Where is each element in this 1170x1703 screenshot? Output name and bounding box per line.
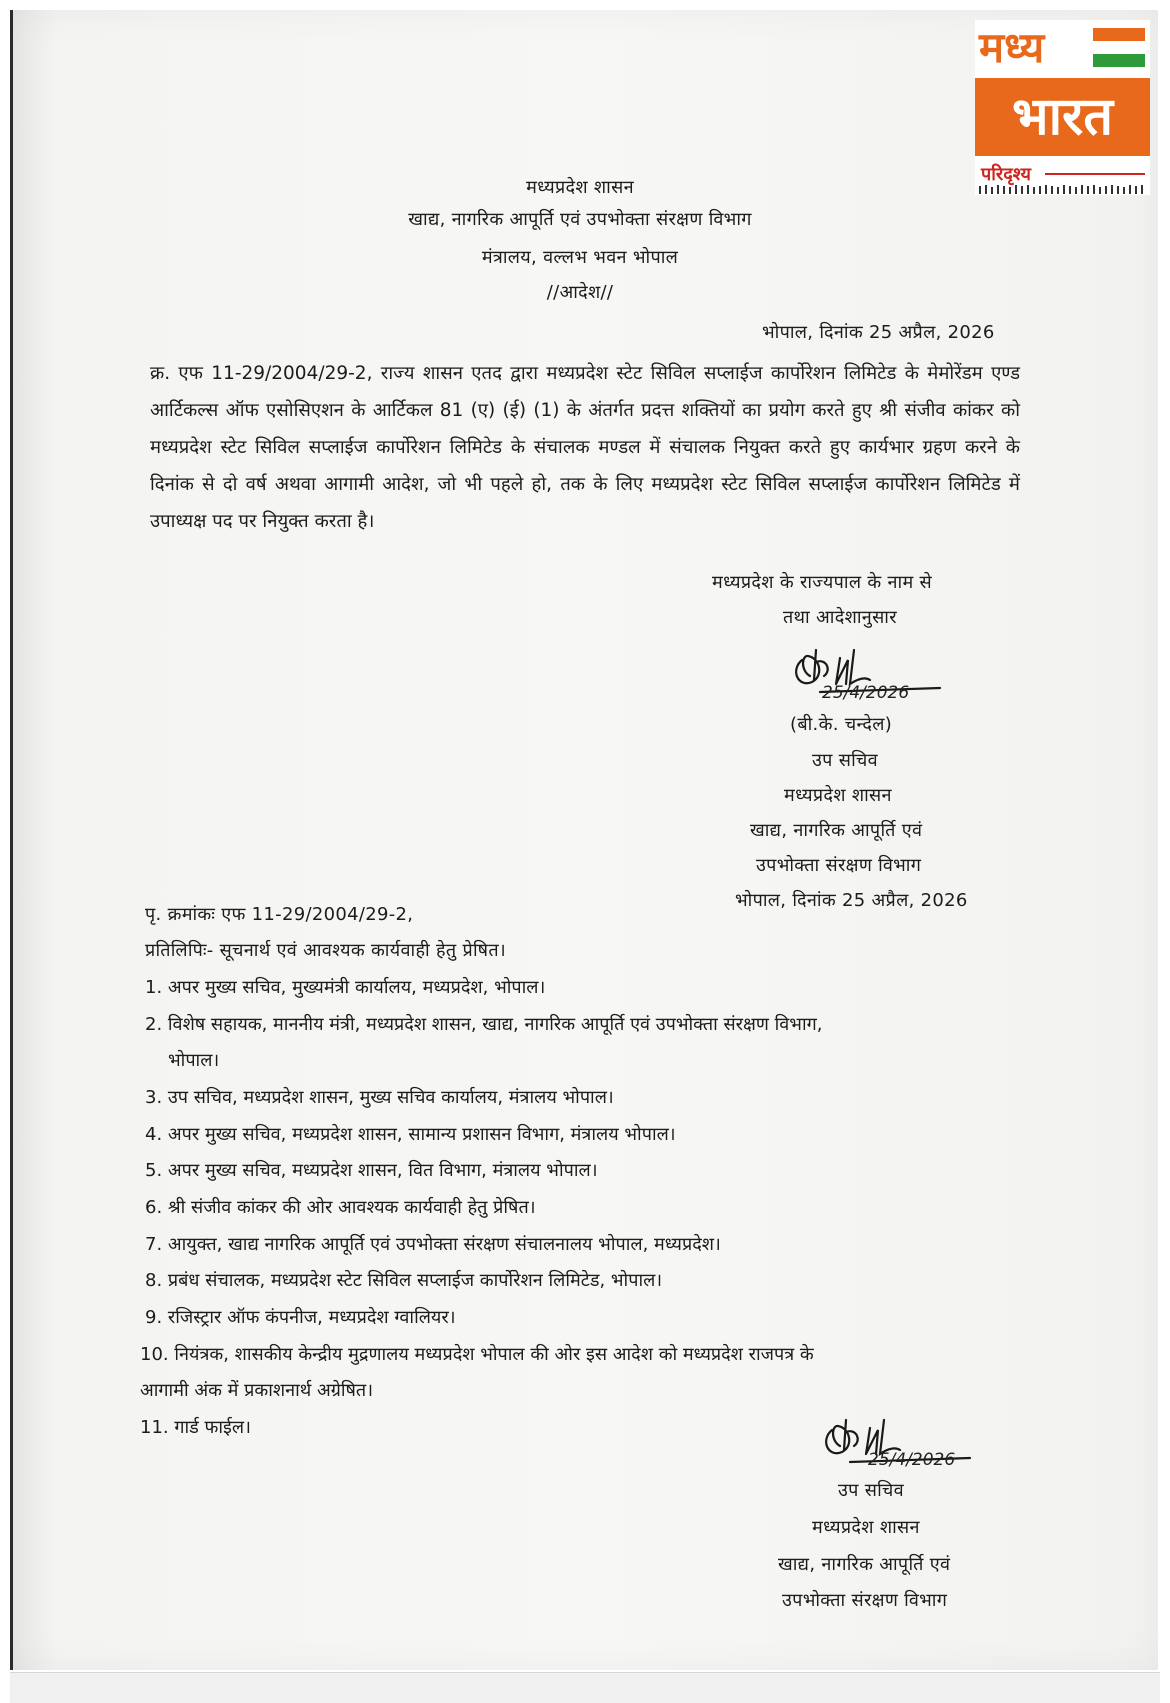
signatory-2-designation: उप सचिव: [838, 1480, 904, 1501]
flag-icon: [1093, 28, 1145, 67]
logo-text-madhya: मध्य: [979, 23, 1045, 72]
signatory-2-office-1: मध्यप्रदेश शासन: [812, 1517, 920, 1538]
logo-text-paridrishya: परिदृश्य: [981, 164, 1031, 185]
list-item: 10. नियंत्रक, शासकीय केन्द्रीय मुद्रणालय मध्यप्रदेश भोपाल की ओर इस आदेश को मध्यप्रदेश राजपत्र के: [140, 1344, 814, 1365]
list-item: 7. आयुक्त, खाद्य नागरिक आपूर्ति एवं उपभोक्ता संरक्षण संचालनालय भोपाल, मध्यप्रदेश।: [145, 1234, 721, 1255]
list-item: 5. अपर मुख्य सचिव, मध्यप्रदेश शासन, वित विभाग, मंत्रालय भोपाल।: [145, 1160, 598, 1181]
list-item: 9. रजिस्ट्रार ऑफ कंपनीज, मध्यप्रदेश ग्वालियर।: [145, 1307, 456, 1328]
madhya-bharat-logo: [975, 20, 1150, 195]
bottom-margin: [10, 1672, 1160, 1703]
order-body-text: क्र. एफ 11-29/2004/29-2, राज्य शासन एतद द्वारा मध्यप्रदेश स्टेट सिविल सप्लाईज कार्पोरेशन लिमिटेड के मेमोरेंडम एण्ड आर्टिकल्स ऑफ एसोसिएशन के आर्टिकल 81 (ए) (ई) (1) के अंतर्गत प्रदत्त शक्तियों का प्रयोग करते हुए श्री संजीव कांकर को मध्यप्रदेश स्टेट सिविल सप्लाईज कार्पोरेशन लिमिटेड के संचालक मण्डल में संचालक नियुक्त करते हुए कार्यभार ग्रहण करने के दिनांक से दो वर्ष अथवा आगामी आदेश, जो भी पहले हो, तक के लिए मध्यप्रदेश स्टेट सिविल सप्लाईज कार्पोरेशन लिमिटेड में उपाध्यक्ष पद पर नियुक्त करता है।: [150, 363, 1020, 532]
signatory-1-office-2: खाद्य, नागरिक आपूर्ति एवं: [750, 820, 923, 841]
people-silhouette-icon: [977, 184, 1147, 194]
signatory-1-designation: उप सचिव: [812, 750, 878, 771]
endorsement-ref: पृ. क्रमांकः एफ 11-29/2004/29-2,: [145, 904, 414, 925]
header-order: //आदेश//: [546, 282, 614, 303]
signatory-1-office-3: उपभोक्ता संरक्षण विभाग: [756, 855, 922, 876]
list-item: भोपाल।: [168, 1050, 220, 1071]
list-item: 3. उप सचिव, मध्यप्रदेश शासन, मुख्य सचिव कार्यालय, मंत्रालय भोपाल।: [145, 1087, 614, 1108]
list-item: 6. श्री संजीव कांकर की ओर आवश्यक कार्यवाही हेतु प्रेषित।: [145, 1197, 536, 1218]
list-item: 11. गार्ड फाईल।: [140, 1417, 251, 1438]
governor-line-1: मध्यप्रदेश के राज्यपाल के नाम से: [712, 572, 933, 593]
signatory-1-date-line: भोपाल, दिनांक 25 अप्रैल, 2026: [735, 890, 968, 911]
logo-text-bharat: भारत: [975, 78, 1150, 156]
signature-1-date: 25/4/2026: [822, 683, 910, 703]
logo-rule: [1045, 173, 1145, 175]
header-department: खाद्य, नागरिक आपूर्ति एवं उपभोक्ता संरक्षण विभाग: [408, 209, 752, 230]
signature-2-date: 25/4/2026: [868, 1450, 956, 1470]
signatory-1-name: (बी.के. चन्देल): [790, 714, 893, 735]
list-item: 8. प्रबंध संचालक, मध्यप्रदेश स्टेट सिविल सप्लाईज कार्पोरेशन लिमिटेड, भोपाल।: [145, 1270, 663, 1291]
signatory-2-office-3: उपभोक्ता संरक्षण विभाग: [782, 1590, 948, 1611]
endorsement-copy: प्रतिलिपिः- सूचनार्थ एवं आवश्यक कार्यवाही हेतु प्रेषित।: [145, 940, 507, 961]
header-ministry: मंत्रालय, वल्लभ भवन भोपाल: [481, 247, 679, 268]
order-date: भोपाल, दिनांक 25 अप्रैल, 2026: [762, 322, 995, 343]
signatory-2-office-2: खाद्य, नागरिक आपूर्ति एवं: [778, 1554, 951, 1575]
list-item: 4. अपर मुख्य सचिव, मध्यप्रदेश शासन, सामान्य प्रशासन विभाग, मंत्रालय भोपाल।: [145, 1124, 676, 1145]
list-item: 2. विशेष सहायक, माननीय मंत्री, मध्यप्रदेश शासन, खाद्य, नागरिक आपूर्ति एवं उपभोक्ता संरक्षण विभाग,: [145, 1014, 823, 1035]
governor-line-2: तथा आदेशानुसार: [783, 607, 897, 628]
list-item: आगामी अंक में प्रकाशनार्थ अग्रेषित।: [140, 1380, 374, 1401]
signatory-1-office-1: मध्यप्रदेश शासन: [784, 785, 892, 806]
list-item: 1. अपर मुख्य सचिव, मुख्यमंत्री कार्यालय, मध्यप्रदेश, भोपाल।: [145, 977, 546, 998]
header-government: मध्यप्रदेश शासन: [526, 177, 634, 198]
